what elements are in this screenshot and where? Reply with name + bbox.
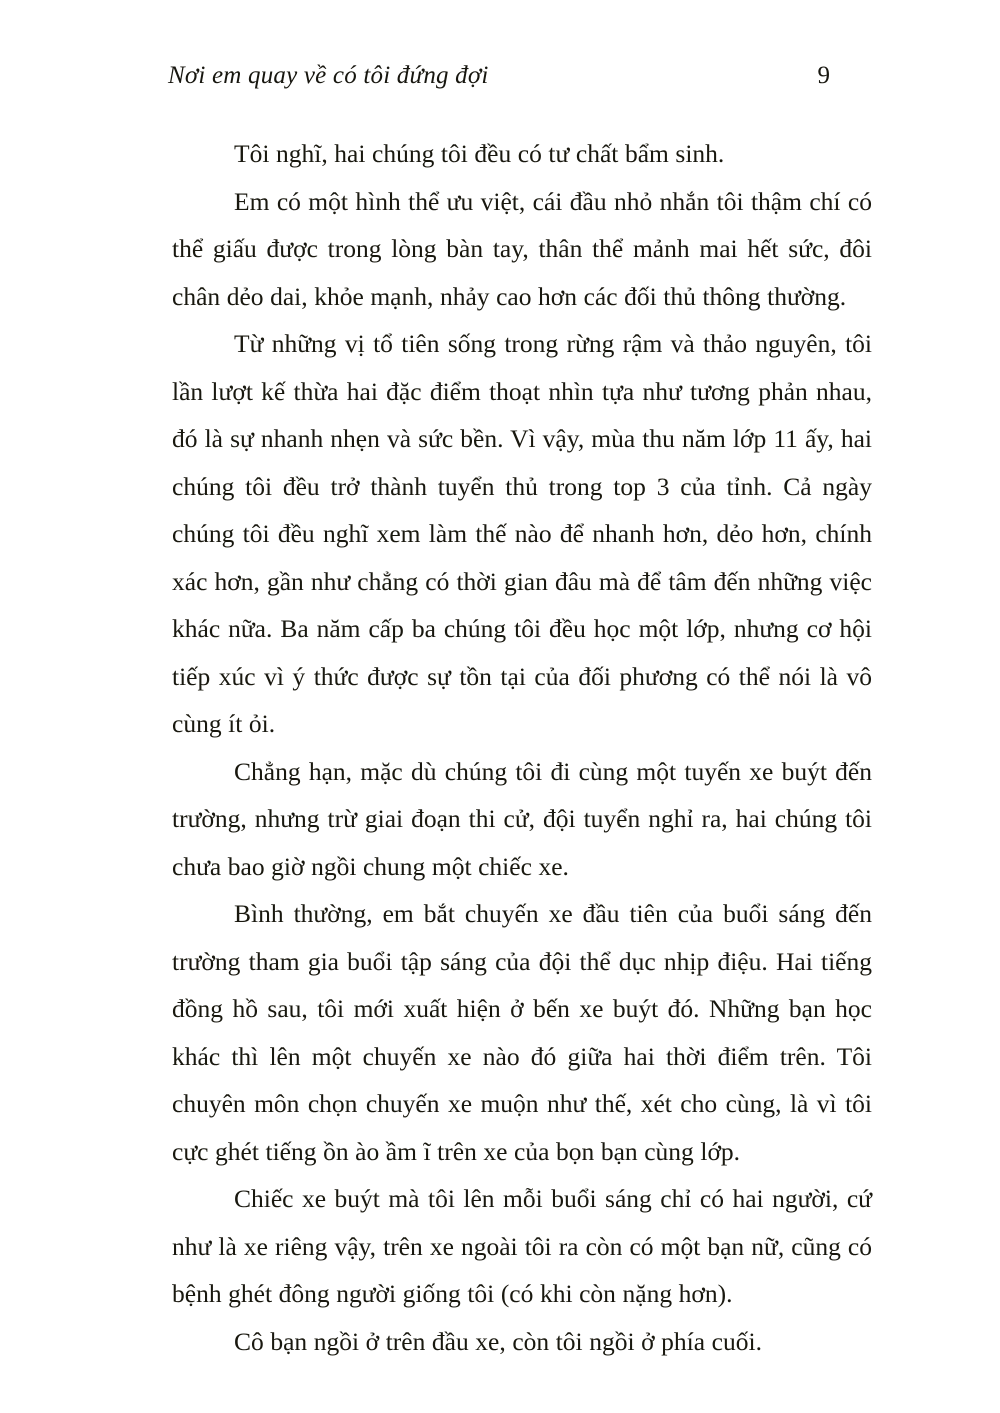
page-number: 9: [817, 62, 830, 89]
paragraph: Từ những vị tổ tiên sống trong rừng rậm và thảo nguyên, tôi lần lượt kế thừa hai đặc điểm thoạt nhìn tựa như tương phản nhau, đó là sự nhanh nhẹn và sức bền. Vì vậy, mùa thu năm lớp 11 ấy, hai chúng tôi đều trở thành tuyển thủ trong top 3 của tỉnh. Cả ngày chúng tôi đều nghĩ xem làm thế nào để nhanh hơn, dẻo hơn, chính xác hơn, gần như chẳng có thời gian đâu mà để tâm đến những việc khác nữa. Ba năm cấp ba chúng tôi đều học một lớp, nhưng cơ hội tiếp xúc vì ý thức được sự tồn tại của đối phương có thể nói là vô cùng ít ỏi.: [172, 329, 872, 738]
body-text: [172, 130, 872, 1365]
paragraph: Bình thường, em bắt chuyến xe đầu tiên của buổi sáng đến trường tham gia buổi tập sáng của đội thể dục nhịp điệu. Hai tiếng đồng hồ sau, tôi mới xuất hiện ở bến xe buýt đó. Những bạn học khác thì lên một chuyến xe nào đó giữa hai thời điểm trên. Tôi chuyên môn chọn chuyến xe muộn như thế, xét cho cùng, là vì tôi cực ghét tiếng ồn ào ầm ĩ trên xe của bọn bạn cùng lớp.: [172, 899, 872, 1166]
paragraph: Chiếc xe buýt mà tôi lên mỗi buổi sáng chỉ có hai người, cứ như là xe riêng vậy, trên xe ngoài tôi ra còn có một bạn nữ, cũng có bệnh ghét đông người giống tôi (có khi còn nặng hơn).: [172, 1184, 872, 1308]
paragraph: Chẳng hạn, mặc dù chúng tôi đi cùng một tuyến xe buýt đến trường, nhưng trừ giai đoạn thi cử, đội tuyển nghỉ ra, hai chúng tôi chưa bao giờ ngồi chung một chiếc xe.: [172, 756, 872, 881]
running-head-title: Nơi em quay về có tôi đứng đợi: [168, 62, 489, 89]
paragraph: Em có một hình thể ưu việt, cái đầu nhỏ nhắn tôi thậm chí có thể giấu được trong lòng bàn tay, thân thể mảnh mai hết sức, đôi chân dẻo dai, khỏe mạnh, nhảy cao hơn các đối thủ thông thường.: [172, 186, 872, 311]
running-head: [168, 62, 832, 90]
paragraph: Cô bạn ngồi ở trên đầu xe, còn tôi ngồi ở phía cuối.: [234, 1326, 762, 1356]
paragraph: Tôi nghĩ, hai chúng tôi đều có tư chất bẩm sinh.: [234, 139, 725, 168]
